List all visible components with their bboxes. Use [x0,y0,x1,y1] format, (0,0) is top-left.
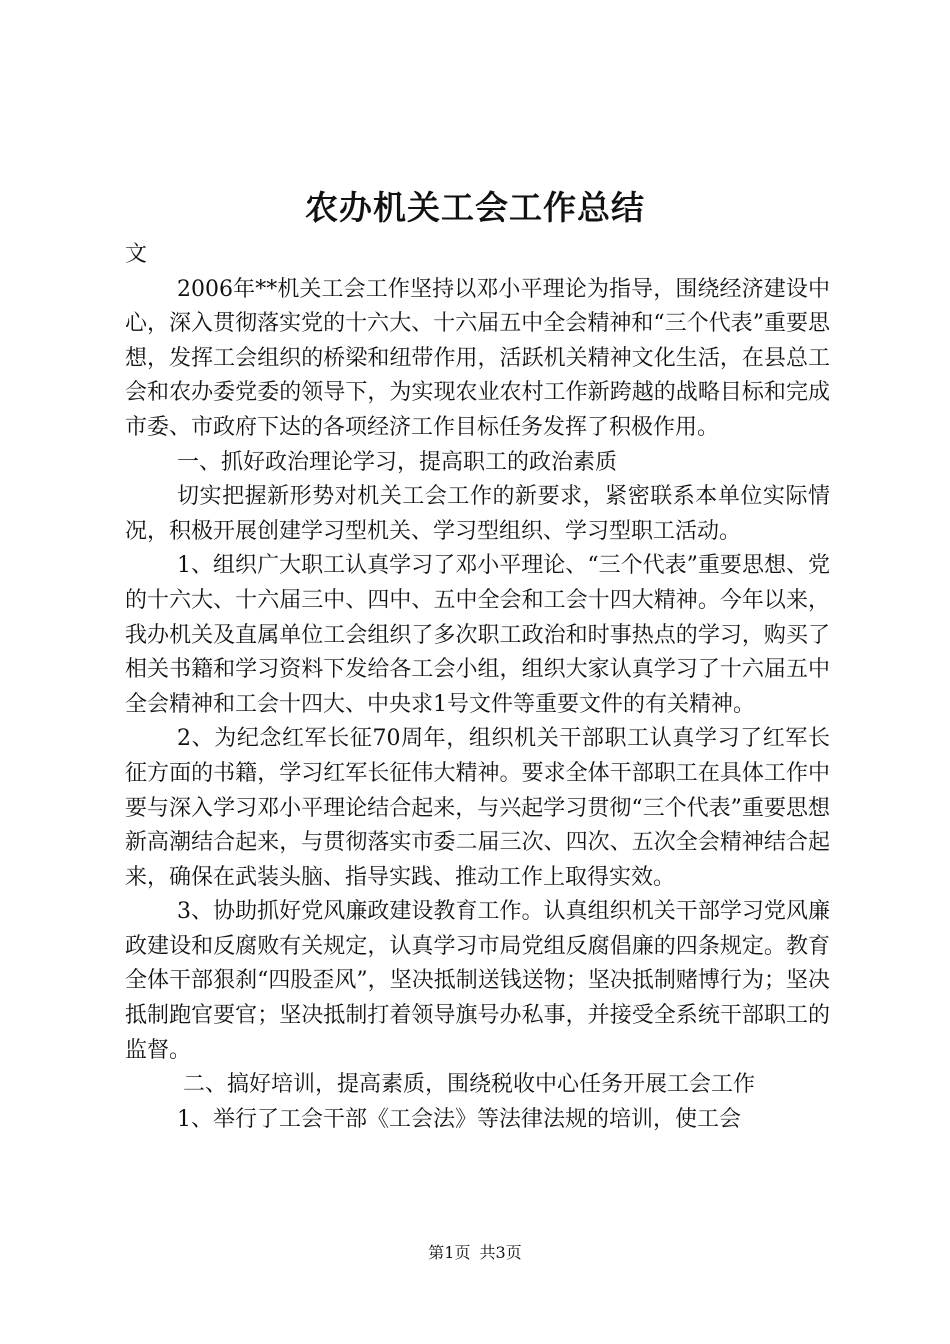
section-1-lead-paragraph: 切实把握新形势对机关工会工作的新要求，紧密联系本单位实际情况，积极开展创建学习型机关、学习型组织、学习型职工活动。 [125,484,830,544]
section-2-heading: 二、搞好培训，提高素质，围绕税收中心任务开展工会工作 [183,1072,756,1098]
author-line: 文 [125,242,148,267]
section-2-item-1: 1、举行了工会干部《工会法》等法律法规的培训，使工会 [177,1106,741,1132]
section-1-heading: 一、抓好政治理论学习，提高职工的政治素质 [177,449,618,475]
intro-paragraph: 2006年**机关工会工作坚持以邓小平理论为指导，围绕经济建设中心，深入贯彻落实党的十六大、十六届五中全会精神和“三个代表”重要思想，发挥工会组织的桥梁和纽带作用，活跃机关精神文化生活，在县总工会和农办委党委的领导下，为实现农业农村工作新跨越的战略目标和完成市委、市政府下达的各项经济工作目标任务发挥了积极作用。 [125,276,830,440]
section-1-item-1: 1、组织广大职工认真学习了邓小平理论、“三个代表”重要思想、党的十六大、十六届三中、四中、五中全会和工会十四大精神。今年以来，我办机关及直属单位工会组织了多次职工政治和时事热点的学习，购买了相关书籍和学习资料下发给各工会小组，组织大家认真学习了十六届五中全会精神和工会十四大、中央求1号文件等重要文件的有关精神。 [125,553,830,717]
document-body [125,238,830,1137]
document-title: 农办机关工会工作总结 [305,188,645,227]
page-footer: 第1页 共3页 [428,1243,522,1262]
section-1-item-2: 2、为纪念红军长征70周年，组织机关干部职工认真学习了红军长征方面的书籍，学习红军长征伟大精神。要求全体干部职工在具体工作中要与深入学习邓小平理论结合起来，与兴起学习贯彻“三个代表”重要思想新高潮结合起来，与贯彻落实市委二届三次、四次、五次全会精神结合起来，确保在武装头脑、指导实践、推动工作上取得实效。 [125,726,830,890]
section-1-item-3: 3、协助抓好党风廉政建设教育工作。认真组织机关干部学习党风廉政建设和反腐败有关规定，认真学习市局党组反腐倡廉的四条规定。教育全体干部狠刹“四股歪风”，坚决抵制送钱送物；坚决抵制赌博行为；坚决抵制跑官要官；坚决抵制打着领导旗号办私事，并接受全系统干部职工的监督。 [125,899,830,1063]
